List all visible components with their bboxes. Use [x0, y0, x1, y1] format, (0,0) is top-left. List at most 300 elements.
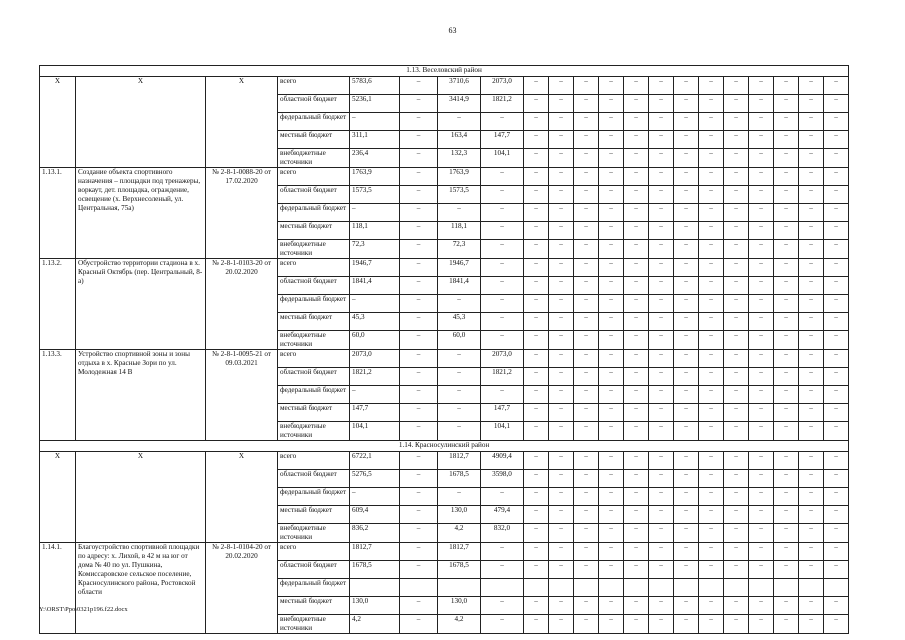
- amount-cell: –: [481, 113, 524, 131]
- year-amount-cell: –: [624, 543, 649, 561]
- year-amount-cell: –: [599, 149, 624, 168]
- year-amount-cell: –: [524, 259, 549, 277]
- amount-cell: –: [481, 186, 524, 204]
- year-amount-cell: [799, 579, 824, 597]
- year-amount-cell: –: [624, 404, 649, 422]
- year-amount-cell: –: [724, 543, 749, 561]
- amount-cell: –: [400, 131, 438, 149]
- year-amount-cell: –: [674, 77, 699, 95]
- page-number: 63: [448, 26, 457, 35]
- amount-cell: 60,0: [350, 331, 400, 350]
- year-amount-cell: –: [724, 313, 749, 331]
- year-amount-cell: –: [699, 561, 724, 579]
- amount-cell: 5236,1: [350, 95, 400, 113]
- year-amount-cell: –: [674, 331, 699, 350]
- year-amount-cell: –: [774, 543, 799, 561]
- year-amount-cell: –: [549, 506, 574, 524]
- amount-cell: 236,4: [350, 149, 400, 168]
- year-amount-cell: –: [624, 597, 649, 615]
- amount-cell: –: [350, 204, 400, 222]
- year-amount-cell: –: [649, 452, 674, 470]
- amount-cell: –: [438, 204, 481, 222]
- year-amount-cell: –: [599, 422, 624, 441]
- year-amount-cell: –: [799, 331, 824, 350]
- amount-cell: –: [438, 386, 481, 404]
- year-amount-cell: –: [649, 204, 674, 222]
- year-amount-cell: –: [749, 95, 774, 113]
- amount-cell: –: [400, 77, 438, 95]
- funding-source-label: всего: [278, 77, 350, 95]
- amount-cell: 5276,5: [350, 470, 400, 488]
- year-amount-cell: –: [624, 368, 649, 386]
- year-amount-cell: –: [549, 368, 574, 386]
- year-amount-cell: –: [549, 404, 574, 422]
- year-amount-cell: –: [749, 350, 774, 368]
- year-amount-cell: –: [824, 149, 849, 168]
- total-doc-cell: Х: [206, 452, 278, 543]
- item-name: Устройство спортивной зоны и зоны отдыха в х. Красные Зори по ул. Молодежная 14 В: [76, 350, 206, 441]
- year-amount-cell: –: [699, 452, 724, 470]
- year-amount-cell: –: [749, 470, 774, 488]
- year-amount-cell: –: [624, 331, 649, 350]
- year-amount-cell: –: [549, 452, 574, 470]
- item-number: 1.13.1.: [40, 168, 76, 259]
- year-amount-cell: –: [549, 561, 574, 579]
- amount-cell: –: [481, 222, 524, 240]
- year-amount-cell: –: [624, 615, 649, 634]
- year-amount-cell: –: [699, 77, 724, 95]
- item-document: № 2-8-1-0095-21 от 09.03.2021: [206, 350, 278, 441]
- year-amount-cell: –: [649, 222, 674, 240]
- year-amount-cell: –: [724, 168, 749, 186]
- year-amount-cell: –: [799, 313, 824, 331]
- year-amount-cell: [774, 579, 799, 597]
- year-amount-cell: –: [674, 259, 699, 277]
- year-amount-cell: –: [799, 615, 824, 634]
- amount-cell: 3710,6: [438, 77, 481, 95]
- amount-cell: –: [400, 506, 438, 524]
- year-amount-cell: –: [599, 350, 624, 368]
- year-amount-cell: –: [699, 368, 724, 386]
- year-amount-cell: –: [574, 131, 599, 149]
- funding-source-label: федеральный бюджет: [278, 386, 350, 404]
- year-amount-cell: –: [724, 186, 749, 204]
- year-amount-cell: –: [749, 543, 774, 561]
- year-amount-cell: –: [824, 422, 849, 441]
- funding-source-label: федеральный бюджет: [278, 579, 350, 597]
- year-amount-cell: –: [799, 149, 824, 168]
- amount-cell: –: [481, 331, 524, 350]
- amount-cell: 3598,0: [481, 470, 524, 488]
- year-amount-cell: –: [774, 452, 799, 470]
- year-amount-cell: –: [674, 524, 699, 543]
- year-amount-cell: –: [599, 131, 624, 149]
- year-amount-cell: –: [574, 404, 599, 422]
- year-amount-cell: –: [724, 422, 749, 441]
- year-amount-cell: –: [724, 404, 749, 422]
- year-amount-cell: –: [774, 240, 799, 259]
- item-document: № 2-8-1-0103-20 от 20.02.2020: [206, 259, 278, 350]
- amount-cell: –: [481, 313, 524, 331]
- section-header-row: [40, 441, 849, 452]
- year-amount-cell: –: [574, 470, 599, 488]
- year-amount-cell: –: [749, 615, 774, 634]
- year-amount-cell: –: [724, 488, 749, 506]
- year-amount-cell: –: [749, 506, 774, 524]
- amount-cell: 1946,7: [438, 259, 481, 277]
- year-amount-cell: –: [674, 422, 699, 441]
- funding-source-label: внебюджетные источники: [278, 422, 350, 441]
- year-amount-cell: –: [774, 470, 799, 488]
- funding-source-label: областной бюджет: [278, 95, 350, 113]
- year-amount-cell: –: [699, 168, 724, 186]
- year-amount-cell: –: [649, 149, 674, 168]
- year-amount-cell: –: [799, 488, 824, 506]
- year-amount-cell: –: [699, 597, 724, 615]
- amount-cell: –: [481, 277, 524, 295]
- year-amount-cell: –: [724, 470, 749, 488]
- year-amount-cell: –: [824, 95, 849, 113]
- year-amount-cell: –: [674, 561, 699, 579]
- year-amount-cell: –: [549, 186, 574, 204]
- year-amount-cell: –: [724, 240, 749, 259]
- year-amount-cell: –: [774, 186, 799, 204]
- year-amount-cell: –: [624, 295, 649, 313]
- funding-source-label: областной бюджет: [278, 470, 350, 488]
- funding-source-label: местный бюджет: [278, 222, 350, 240]
- year-amount-cell: –: [624, 386, 649, 404]
- year-amount-cell: –: [649, 561, 674, 579]
- amount-cell: –: [481, 561, 524, 579]
- year-amount-cell: –: [649, 240, 674, 259]
- amount-cell: –: [400, 204, 438, 222]
- year-amount-cell: [649, 579, 674, 597]
- year-amount-cell: –: [824, 186, 849, 204]
- year-amount-cell: –: [674, 295, 699, 313]
- year-amount-cell: –: [524, 422, 549, 441]
- year-amount-cell: –: [599, 615, 624, 634]
- year-amount-cell: –: [624, 350, 649, 368]
- year-amount-cell: –: [674, 222, 699, 240]
- year-amount-cell: –: [724, 561, 749, 579]
- year-amount-cell: –: [749, 313, 774, 331]
- year-amount-cell: –: [724, 350, 749, 368]
- year-amount-cell: –: [574, 149, 599, 168]
- amount-cell: –: [481, 204, 524, 222]
- amount-cell: –: [438, 422, 481, 441]
- year-amount-cell: –: [774, 313, 799, 331]
- year-amount-cell: –: [749, 404, 774, 422]
- amount-cell: 45,3: [350, 313, 400, 331]
- amount-cell: 2073,0: [481, 350, 524, 368]
- amount-cell: –: [400, 313, 438, 331]
- funding-source-label: федеральный бюджет: [278, 113, 350, 131]
- year-amount-cell: –: [674, 204, 699, 222]
- amount-cell: 609,4: [350, 506, 400, 524]
- year-amount-cell: –: [574, 77, 599, 95]
- year-amount-cell: –: [574, 295, 599, 313]
- year-amount-cell: –: [824, 240, 849, 259]
- year-amount-cell: –: [649, 350, 674, 368]
- year-amount-cell: –: [699, 131, 724, 149]
- year-amount-cell: –: [774, 95, 799, 113]
- year-amount-cell: –: [624, 204, 649, 222]
- year-amount-cell: –: [549, 331, 574, 350]
- amount-cell: –: [400, 452, 438, 470]
- funding-source-label: местный бюджет: [278, 313, 350, 331]
- year-amount-cell: –: [599, 168, 624, 186]
- year-amount-cell: –: [674, 488, 699, 506]
- year-amount-cell: –: [549, 149, 574, 168]
- table-row: [40, 543, 849, 561]
- year-amount-cell: –: [749, 77, 774, 95]
- year-amount-cell: –: [674, 597, 699, 615]
- year-amount-cell: –: [674, 149, 699, 168]
- year-amount-cell: –: [574, 543, 599, 561]
- amount-cell: 4,2: [438, 524, 481, 543]
- year-amount-cell: –: [724, 368, 749, 386]
- amount-cell: 132,3: [438, 149, 481, 168]
- year-amount-cell: –: [774, 368, 799, 386]
- amount-cell: 104,1: [481, 422, 524, 441]
- year-amount-cell: [699, 579, 724, 597]
- year-amount-cell: –: [699, 240, 724, 259]
- year-amount-cell: –: [524, 506, 549, 524]
- year-amount-cell: –: [549, 597, 574, 615]
- year-amount-cell: –: [574, 452, 599, 470]
- year-amount-cell: –: [674, 240, 699, 259]
- year-amount-cell: –: [699, 615, 724, 634]
- year-amount-cell: –: [624, 259, 649, 277]
- funding-source-label: внебюджетные источники: [278, 149, 350, 168]
- year-amount-cell: –: [649, 404, 674, 422]
- funding-source-label: внебюджетные источники: [278, 331, 350, 350]
- year-amount-cell: –: [674, 386, 699, 404]
- amount-cell: –: [400, 488, 438, 506]
- amount-cell: 60,0: [438, 331, 481, 350]
- year-amount-cell: –: [524, 131, 549, 149]
- year-amount-cell: –: [574, 259, 599, 277]
- amount-cell: 72,3: [438, 240, 481, 259]
- amount-cell: –: [400, 422, 438, 441]
- amount-cell: 4,2: [350, 615, 400, 634]
- year-amount-cell: –: [799, 77, 824, 95]
- total-num-cell: Х: [40, 452, 76, 543]
- year-amount-cell: –: [599, 259, 624, 277]
- year-amount-cell: –: [799, 222, 824, 240]
- year-amount-cell: –: [724, 277, 749, 295]
- item-name: Создание объекта спортивного назначения – площадки под тренажеры, воркаут, дет. площадка, ограждение, освещение (х. Верхнесоленый, ул. Центральная, 75а): [76, 168, 206, 259]
- year-amount-cell: –: [749, 186, 774, 204]
- funding-source-label: федеральный бюджет: [278, 204, 350, 222]
- amount-cell: 1812,7: [438, 452, 481, 470]
- year-amount-cell: –: [574, 186, 599, 204]
- year-amount-cell: –: [549, 277, 574, 295]
- amount-cell: –: [400, 186, 438, 204]
- year-amount-cell: –: [724, 597, 749, 615]
- file-path-footer: Y:\ORST\Ppo\0321p196.f22.docx: [39, 606, 128, 613]
- year-amount-cell: –: [624, 186, 649, 204]
- year-amount-cell: –: [824, 168, 849, 186]
- amount-cell: –: [481, 615, 524, 634]
- year-amount-cell: –: [824, 386, 849, 404]
- year-amount-cell: –: [524, 149, 549, 168]
- year-amount-cell: –: [824, 222, 849, 240]
- year-amount-cell: –: [749, 488, 774, 506]
- year-amount-cell: –: [574, 331, 599, 350]
- amount-cell: –: [438, 368, 481, 386]
- year-amount-cell: –: [749, 277, 774, 295]
- year-amount-cell: –: [724, 222, 749, 240]
- year-amount-cell: –: [599, 95, 624, 113]
- year-amount-cell: –: [824, 615, 849, 634]
- year-amount-cell: –: [549, 470, 574, 488]
- year-amount-cell: –: [799, 350, 824, 368]
- year-amount-cell: –: [774, 259, 799, 277]
- year-amount-cell: –: [774, 168, 799, 186]
- year-amount-cell: –: [524, 350, 549, 368]
- year-amount-cell: –: [699, 470, 724, 488]
- year-amount-cell: –: [524, 240, 549, 259]
- year-amount-cell: –: [599, 277, 624, 295]
- year-amount-cell: –: [799, 470, 824, 488]
- year-amount-cell: –: [799, 422, 824, 441]
- year-amount-cell: –: [624, 488, 649, 506]
- year-amount-cell: –: [599, 113, 624, 131]
- amount-cell: 104,1: [481, 149, 524, 168]
- year-amount-cell: –: [524, 313, 549, 331]
- amount-cell: 1812,7: [438, 543, 481, 561]
- year-amount-cell: –: [774, 422, 799, 441]
- amount-cell: 147,7: [481, 131, 524, 149]
- amount-cell: 45,3: [438, 313, 481, 331]
- funding-source-label: федеральный бюджет: [278, 488, 350, 506]
- section-title: 1.13. Веселовский район: [40, 66, 849, 77]
- year-amount-cell: –: [524, 404, 549, 422]
- item-number: 1.13.2.: [40, 259, 76, 350]
- year-amount-cell: –: [799, 452, 824, 470]
- year-amount-cell: –: [599, 524, 624, 543]
- year-amount-cell: –: [749, 131, 774, 149]
- year-amount-cell: –: [524, 386, 549, 404]
- year-amount-cell: –: [749, 149, 774, 168]
- year-amount-cell: –: [774, 597, 799, 615]
- year-amount-cell: [524, 579, 549, 597]
- year-amount-cell: –: [699, 277, 724, 295]
- amount-cell: 1763,9: [350, 168, 400, 186]
- year-amount-cell: –: [799, 240, 824, 259]
- year-amount-cell: –: [824, 131, 849, 149]
- table-row: [40, 452, 849, 470]
- table-row: [40, 350, 849, 368]
- amount-cell: 2073,0: [350, 350, 400, 368]
- table-row: [40, 259, 849, 277]
- year-amount-cell: –: [649, 368, 674, 386]
- year-amount-cell: –: [599, 295, 624, 313]
- amount-cell: 147,7: [350, 404, 400, 422]
- amount-cell: 6722,1: [350, 452, 400, 470]
- year-amount-cell: –: [624, 113, 649, 131]
- amount-cell: 1573,5: [438, 186, 481, 204]
- year-amount-cell: [674, 579, 699, 597]
- amount-cell: 1573,5: [350, 186, 400, 204]
- year-amount-cell: –: [749, 204, 774, 222]
- amount-cell: –: [481, 259, 524, 277]
- year-amount-cell: –: [574, 386, 599, 404]
- year-amount-cell: –: [699, 259, 724, 277]
- year-amount-cell: –: [699, 295, 724, 313]
- amount-cell: –: [400, 295, 438, 313]
- item-document: № 2-8-1-0104-20 от 20.02.2020: [206, 543, 278, 634]
- year-amount-cell: –: [799, 386, 824, 404]
- year-amount-cell: –: [524, 77, 549, 95]
- year-amount-cell: –: [624, 168, 649, 186]
- amount-cell: 5783,6: [350, 77, 400, 95]
- year-amount-cell: [724, 579, 749, 597]
- year-amount-cell: –: [824, 113, 849, 131]
- amount-cell: –: [438, 350, 481, 368]
- funding-source-label: всего: [278, 168, 350, 186]
- year-amount-cell: –: [624, 77, 649, 95]
- year-amount-cell: –: [774, 222, 799, 240]
- year-amount-cell: –: [624, 240, 649, 259]
- year-amount-cell: –: [774, 113, 799, 131]
- year-amount-cell: –: [824, 543, 849, 561]
- year-amount-cell: –: [549, 131, 574, 149]
- year-amount-cell: –: [574, 168, 599, 186]
- year-amount-cell: –: [724, 506, 749, 524]
- amount-cell: 479,4: [481, 506, 524, 524]
- year-amount-cell: –: [599, 186, 624, 204]
- amount-cell: 1678,5: [438, 470, 481, 488]
- year-amount-cell: –: [699, 350, 724, 368]
- year-amount-cell: –: [624, 313, 649, 331]
- year-amount-cell: –: [799, 204, 824, 222]
- amount-cell: 1678,5: [350, 561, 400, 579]
- year-amount-cell: –: [649, 313, 674, 331]
- year-amount-cell: –: [699, 386, 724, 404]
- amount-cell: 1821,2: [350, 368, 400, 386]
- year-amount-cell: –: [574, 313, 599, 331]
- year-amount-cell: –: [649, 186, 674, 204]
- amount-cell: 832,0: [481, 524, 524, 543]
- year-amount-cell: –: [774, 488, 799, 506]
- year-amount-cell: –: [749, 386, 774, 404]
- year-amount-cell: –: [699, 543, 724, 561]
- item-document: № 2-8-1-0088-20 от 17.02.2020: [206, 168, 278, 259]
- year-amount-cell: –: [749, 331, 774, 350]
- year-amount-cell: –: [649, 597, 674, 615]
- year-amount-cell: –: [749, 368, 774, 386]
- year-amount-cell: –: [799, 186, 824, 204]
- year-amount-cell: –: [599, 77, 624, 95]
- amount-cell: –: [400, 615, 438, 634]
- year-amount-cell: –: [824, 295, 849, 313]
- year-amount-cell: –: [624, 277, 649, 295]
- year-amount-cell: –: [549, 543, 574, 561]
- amount-cell: –: [400, 113, 438, 131]
- total-num-cell: Х: [40, 77, 76, 168]
- amount-cell: –: [400, 350, 438, 368]
- year-amount-cell: –: [699, 488, 724, 506]
- amount-cell: 130,0: [350, 597, 400, 615]
- year-amount-cell: –: [599, 488, 624, 506]
- year-amount-cell: –: [724, 295, 749, 313]
- year-amount-cell: –: [674, 95, 699, 113]
- year-amount-cell: –: [674, 131, 699, 149]
- year-amount-cell: [599, 579, 624, 597]
- year-amount-cell: –: [649, 470, 674, 488]
